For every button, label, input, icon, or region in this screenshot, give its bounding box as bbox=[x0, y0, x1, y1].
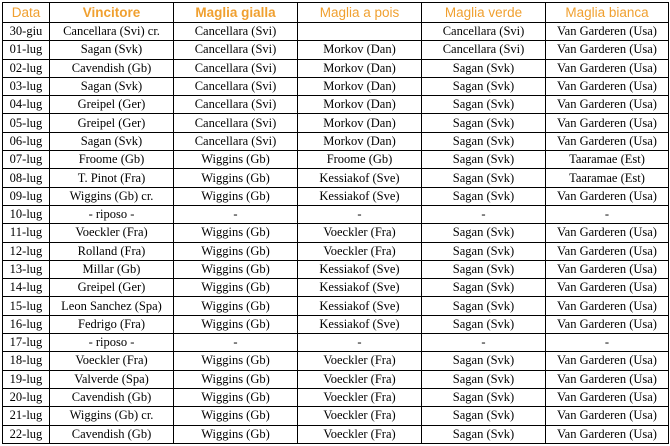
polka-dot-jersey-cell: - bbox=[298, 334, 422, 352]
winner-cell: Wiggins (Gb) cr. bbox=[50, 187, 174, 205]
white-jersey-cell: Van Garderen (Usa) bbox=[546, 23, 669, 41]
white-jersey-cell: Taaramae (Est) bbox=[546, 169, 669, 187]
green-jersey-cell: - bbox=[422, 334, 546, 352]
table-row bbox=[3, 132, 669, 150]
header-maglia-bianca: Maglia bianca bbox=[546, 3, 669, 23]
yellow-jersey-cell: Wiggins (Gb) bbox=[174, 425, 298, 443]
green-jersey-cell: Sagan (Svk) bbox=[422, 407, 546, 425]
winner-cell: Greipel (Ger) bbox=[50, 279, 174, 297]
date-cell: 06-lug bbox=[3, 132, 50, 150]
white-jersey-cell: Van Garderen (Usa) bbox=[546, 242, 669, 260]
date-cell: 01-lug bbox=[3, 41, 50, 59]
polka-dot-jersey-cell: Voeckler (Fra) bbox=[298, 407, 422, 425]
date-cell: 11-lug bbox=[3, 224, 50, 242]
date-cell: 07-lug bbox=[3, 151, 50, 169]
yellow-jersey-cell: Wiggins (Gb) bbox=[174, 388, 298, 406]
white-jersey-cell: Taaramae (Est) bbox=[546, 151, 669, 169]
polka-dot-jersey-cell: Voeckler (Fra) bbox=[298, 352, 422, 370]
polka-dot-jersey-cell: Morkov (Dan) bbox=[298, 114, 422, 132]
winner-cell: Greipel (Ger) bbox=[50, 114, 174, 132]
date-cell: 09-lug bbox=[3, 187, 50, 205]
yellow-jersey-cell: Wiggins (Gb) bbox=[174, 352, 298, 370]
polka-dot-jersey-cell: Kessiakof (Sve) bbox=[298, 260, 422, 278]
green-jersey-cell: Sagan (Svk) bbox=[422, 114, 546, 132]
polka-dot-jersey-cell: Morkov (Dan) bbox=[298, 132, 422, 150]
date-cell: 17-lug bbox=[3, 334, 50, 352]
winner-cell: T. Pinot (Fra) bbox=[50, 169, 174, 187]
date-cell: 30-giu bbox=[3, 23, 50, 41]
winner-cell: Greipel (Ger) bbox=[50, 96, 174, 114]
table-row bbox=[3, 297, 669, 315]
green-jersey-cell: Sagan (Svk) bbox=[422, 169, 546, 187]
green-jersey-cell: - bbox=[422, 205, 546, 223]
date-cell: 05-lug bbox=[3, 114, 50, 132]
table-row bbox=[3, 77, 669, 95]
winner-cell: Voeckler (Fra) bbox=[50, 352, 174, 370]
green-jersey-cell: Sagan (Svk) bbox=[422, 388, 546, 406]
yellow-jersey-cell: - bbox=[174, 205, 298, 223]
green-jersey-cell: Sagan (Svk) bbox=[422, 151, 546, 169]
winner-cell: - riposo - bbox=[50, 205, 174, 223]
date-cell: 19-lug bbox=[3, 370, 50, 388]
winner-cell: Millar (Gb) bbox=[50, 260, 174, 278]
yellow-jersey-cell: Wiggins (Gb) bbox=[174, 370, 298, 388]
date-cell: 16-lug bbox=[3, 315, 50, 333]
white-jersey-cell: Van Garderen (Usa) bbox=[546, 370, 669, 388]
yellow-jersey-cell: Cancellara (Svi) bbox=[174, 59, 298, 77]
winner-cell: Rolland (Fra) bbox=[50, 242, 174, 260]
table-row bbox=[3, 279, 669, 297]
polka-dot-jersey-cell: Morkov (Dan) bbox=[298, 41, 422, 59]
winner-cell: Sagan (Svk) bbox=[50, 132, 174, 150]
date-cell: 14-lug bbox=[3, 279, 50, 297]
date-cell: 10-lug bbox=[3, 205, 50, 223]
yellow-jersey-cell: Wiggins (Gb) bbox=[174, 407, 298, 425]
yellow-jersey-cell: Cancellara (Svi) bbox=[174, 132, 298, 150]
header-maglia-verde: Maglia verde bbox=[422, 3, 546, 23]
white-jersey-cell: Van Garderen (Usa) bbox=[546, 260, 669, 278]
date-cell: 21-lug bbox=[3, 407, 50, 425]
winner-cell: Sagan (Svk) bbox=[50, 41, 174, 59]
green-jersey-cell: Sagan (Svk) bbox=[422, 59, 546, 77]
table-row bbox=[3, 334, 669, 352]
white-jersey-cell: Van Garderen (Usa) bbox=[546, 96, 669, 114]
winner-cell: Voeckler (Fra) bbox=[50, 224, 174, 242]
table-row bbox=[3, 315, 669, 333]
table-row bbox=[3, 425, 669, 443]
winner-cell: - riposo - bbox=[50, 334, 174, 352]
date-cell: 13-lug bbox=[3, 260, 50, 278]
polka-dot-jersey-cell: Kessiakof (Sve) bbox=[298, 315, 422, 333]
yellow-jersey-cell: Wiggins (Gb) bbox=[174, 315, 298, 333]
yellow-jersey-cell: Wiggins (Gb) bbox=[174, 224, 298, 242]
header-data: Data bbox=[3, 3, 50, 23]
date-cell: 03-lug bbox=[3, 77, 50, 95]
white-jersey-cell: Van Garderen (Usa) bbox=[546, 114, 669, 132]
polka-dot-jersey-cell: Voeckler (Fra) bbox=[298, 388, 422, 406]
white-jersey-cell: Van Garderen (Usa) bbox=[546, 297, 669, 315]
polka-dot-jersey-cell: Froome (Gb) bbox=[298, 151, 422, 169]
table-row bbox=[3, 352, 669, 370]
yellow-jersey-cell: Wiggins (Gb) bbox=[174, 297, 298, 315]
winner-cell: Wiggins (Gb) cr. bbox=[50, 407, 174, 425]
table-row bbox=[3, 242, 669, 260]
date-cell: 20-lug bbox=[3, 388, 50, 406]
table-row bbox=[3, 169, 669, 187]
yellow-jersey-cell: Wiggins (Gb) bbox=[174, 169, 298, 187]
table-row bbox=[3, 224, 669, 242]
yellow-jersey-cell: Cancellara (Svi) bbox=[174, 41, 298, 59]
date-cell: 18-lug bbox=[3, 352, 50, 370]
white-jersey-cell: Van Garderen (Usa) bbox=[546, 224, 669, 242]
winner-cell: Sagan (Svk) bbox=[50, 77, 174, 95]
date-cell: 15-lug bbox=[3, 297, 50, 315]
polka-dot-jersey-cell: Kessiakof (Sve) bbox=[298, 297, 422, 315]
green-jersey-cell: Sagan (Svk) bbox=[422, 96, 546, 114]
date-cell: 12-lug bbox=[3, 242, 50, 260]
green-jersey-cell: Sagan (Svk) bbox=[422, 315, 546, 333]
header-maglia-gialla: Maglia gialla bbox=[174, 3, 298, 23]
table-row bbox=[3, 23, 669, 41]
polka-dot-jersey-cell: Voeckler (Fra) bbox=[298, 224, 422, 242]
table-row bbox=[3, 388, 669, 406]
table-row bbox=[3, 260, 669, 278]
green-jersey-cell: Sagan (Svk) bbox=[422, 279, 546, 297]
green-jersey-cell: Sagan (Svk) bbox=[422, 297, 546, 315]
yellow-jersey-cell: Cancellara (Svi) bbox=[174, 114, 298, 132]
polka-dot-jersey-cell bbox=[298, 23, 422, 41]
polka-dot-jersey-cell: Morkov (Dan) bbox=[298, 77, 422, 95]
yellow-jersey-cell: Cancellara (Svi) bbox=[174, 96, 298, 114]
white-jersey-cell: - bbox=[546, 205, 669, 223]
white-jersey-cell: Van Garderen (Usa) bbox=[546, 352, 669, 370]
header-vincitore: Vincitore bbox=[50, 3, 174, 23]
white-jersey-cell: Van Garderen (Usa) bbox=[546, 41, 669, 59]
white-jersey-cell: Van Garderen (Usa) bbox=[546, 59, 669, 77]
white-jersey-cell: Van Garderen (Usa) bbox=[546, 279, 669, 297]
yellow-jersey-cell: Wiggins (Gb) bbox=[174, 187, 298, 205]
white-jersey-cell: Van Garderen (Usa) bbox=[546, 388, 669, 406]
yellow-jersey-cell: Wiggins (Gb) bbox=[174, 279, 298, 297]
yellow-jersey-cell: Wiggins (Gb) bbox=[174, 151, 298, 169]
winner-cell: Fedrigo (Fra) bbox=[50, 315, 174, 333]
winner-cell: Valverde (Spa) bbox=[50, 370, 174, 388]
green-jersey-cell: Sagan (Svk) bbox=[422, 352, 546, 370]
table-row bbox=[3, 41, 669, 59]
winner-cell: Leon Sanchez (Spa) bbox=[50, 297, 174, 315]
winner-cell: Cavendish (Gb) bbox=[50, 425, 174, 443]
green-jersey-cell: Cancellara (Svi) bbox=[422, 41, 546, 59]
polka-dot-jersey-cell: Voeckler (Fra) bbox=[298, 425, 422, 443]
green-jersey-cell: Cancellara (Svi) bbox=[422, 23, 546, 41]
white-jersey-cell: Van Garderen (Usa) bbox=[546, 132, 669, 150]
polka-dot-jersey-cell: Kessiakof (Sve) bbox=[298, 169, 422, 187]
green-jersey-cell: Sagan (Svk) bbox=[422, 77, 546, 95]
white-jersey-cell: Van Garderen (Usa) bbox=[546, 425, 669, 443]
table-row bbox=[3, 370, 669, 388]
polka-dot-jersey-cell: Voeckler (Fra) bbox=[298, 370, 422, 388]
table-body bbox=[3, 23, 669, 444]
polka-dot-jersey-cell: - bbox=[298, 205, 422, 223]
yellow-jersey-cell: Cancellara (Svi) bbox=[174, 23, 298, 41]
green-jersey-cell: Sagan (Svk) bbox=[422, 425, 546, 443]
yellow-jersey-cell: Wiggins (Gb) bbox=[174, 260, 298, 278]
header-row bbox=[3, 3, 669, 23]
polka-dot-jersey-cell: Voeckler (Fra) bbox=[298, 242, 422, 260]
yellow-jersey-cell: Cancellara (Svi) bbox=[174, 77, 298, 95]
table-row bbox=[3, 114, 669, 132]
yellow-jersey-cell: - bbox=[174, 334, 298, 352]
table-row bbox=[3, 151, 669, 169]
winner-cell: Cavendish (Gb) bbox=[50, 59, 174, 77]
polka-dot-jersey-cell: Morkov (Dan) bbox=[298, 96, 422, 114]
yellow-jersey-cell: Wiggins (Gb) bbox=[174, 242, 298, 260]
white-jersey-cell: Van Garderen (Usa) bbox=[546, 407, 669, 425]
white-jersey-cell: Van Garderen (Usa) bbox=[546, 77, 669, 95]
polka-dot-jersey-cell: Morkov (Dan) bbox=[298, 59, 422, 77]
winner-cell: Cavendish (Gb) bbox=[50, 388, 174, 406]
table-row bbox=[3, 205, 669, 223]
green-jersey-cell: Sagan (Svk) bbox=[422, 187, 546, 205]
green-jersey-cell: Sagan (Svk) bbox=[422, 242, 546, 260]
polka-dot-jersey-cell: Kessiakof (Sve) bbox=[298, 187, 422, 205]
table-row bbox=[3, 407, 669, 425]
header-maglia-a-pois: Maglia a pois bbox=[298, 3, 422, 23]
date-cell: 08-lug bbox=[3, 169, 50, 187]
white-jersey-cell: Van Garderen (Usa) bbox=[546, 315, 669, 333]
green-jersey-cell: Sagan (Svk) bbox=[422, 260, 546, 278]
stage-results-table bbox=[2, 2, 669, 444]
winner-cell: Cancellara (Svi) cr. bbox=[50, 23, 174, 41]
green-jersey-cell: Sagan (Svk) bbox=[422, 224, 546, 242]
green-jersey-cell: Sagan (Svk) bbox=[422, 132, 546, 150]
date-cell: 22-lug bbox=[3, 425, 50, 443]
white-jersey-cell: Van Garderen (Usa) bbox=[546, 187, 669, 205]
date-cell: 04-lug bbox=[3, 96, 50, 114]
polka-dot-jersey-cell: Kessiakof (Sve) bbox=[298, 279, 422, 297]
green-jersey-cell: Sagan (Svk) bbox=[422, 370, 546, 388]
white-jersey-cell: - bbox=[546, 334, 669, 352]
table-row bbox=[3, 59, 669, 77]
date-cell: 02-lug bbox=[3, 59, 50, 77]
table-row bbox=[3, 96, 669, 114]
table-row bbox=[3, 187, 669, 205]
winner-cell: Froome (Gb) bbox=[50, 151, 174, 169]
